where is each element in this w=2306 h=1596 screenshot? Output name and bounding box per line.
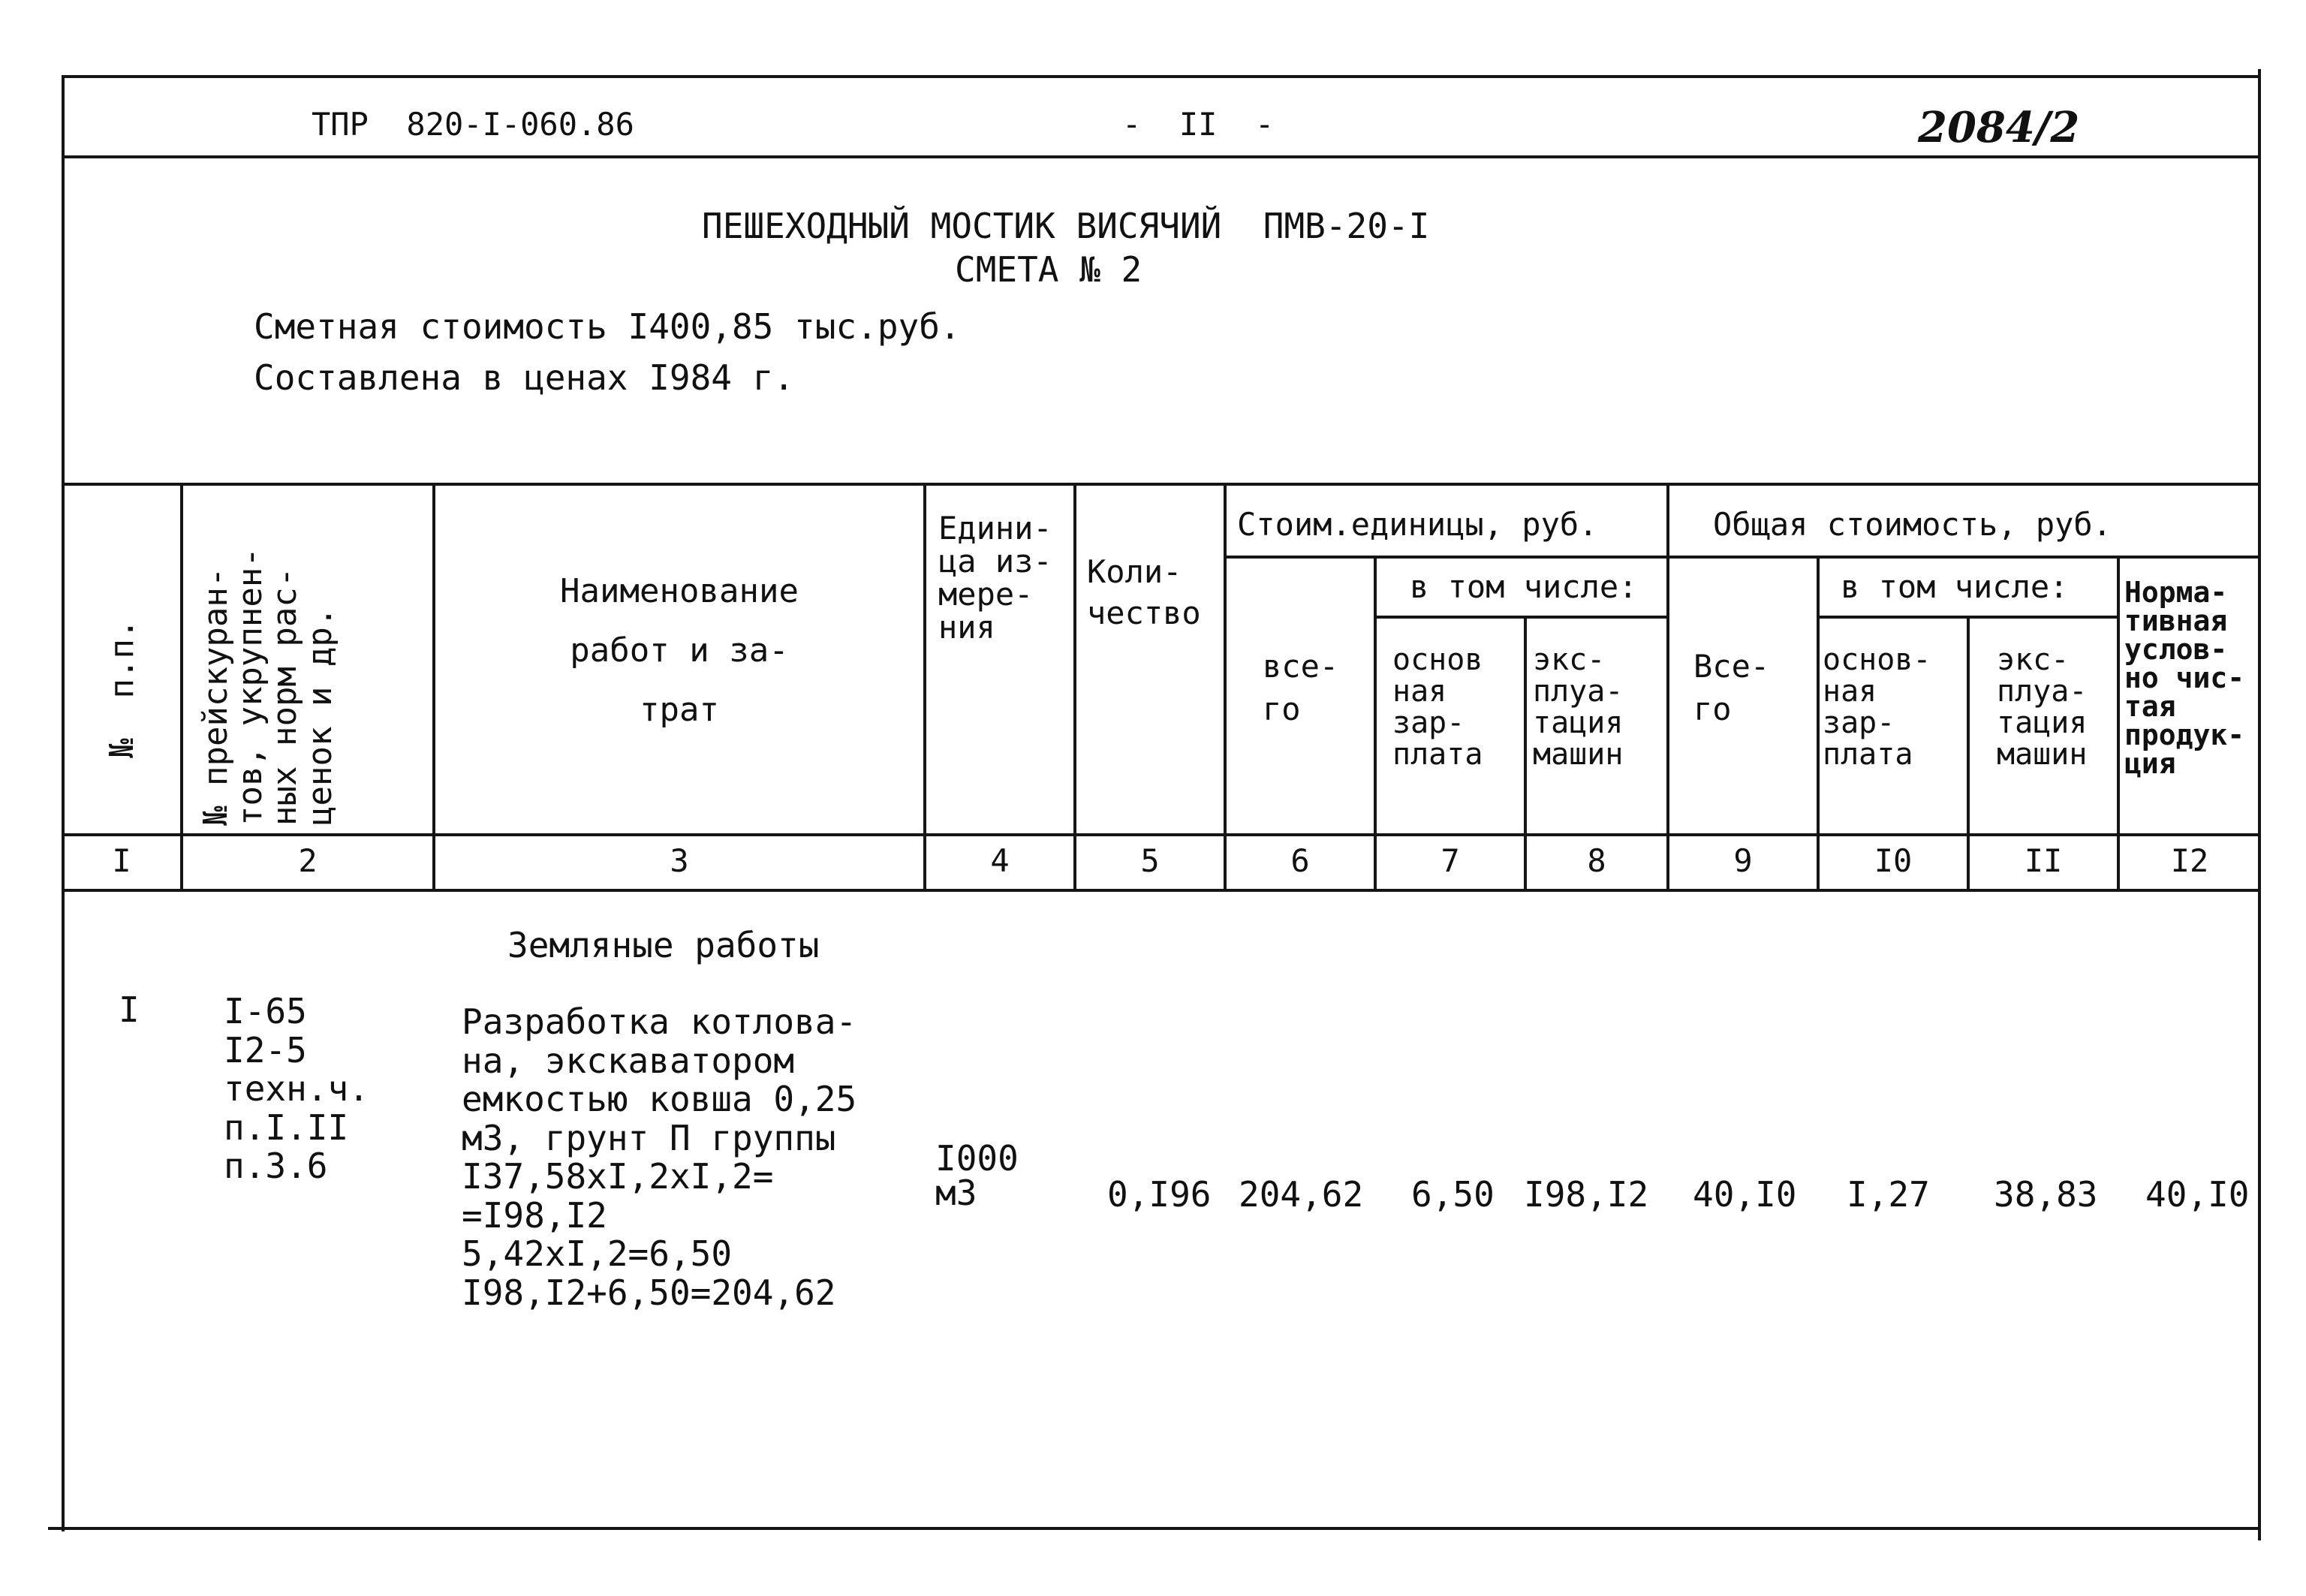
row-1-total-wage: I,27 [1847, 1174, 1930, 1215]
handwritten-number: 2084/2 [1918, 103, 2080, 152]
estimated-cost: Сметная стоимость I400,85 тыс.руб. [254, 306, 961, 347]
header-col-12: Норма- тивная услов- но чис- тая продук- ция [2124, 576, 2245, 780]
row-1-total-machines: 38,83 [1994, 1174, 2098, 1215]
col-number-3: 3 [670, 842, 689, 879]
header-col-2: № прейскуран- тов, укрупнен- ных норм рас- ценок и др. [197, 547, 339, 826]
row-1-quantity: 0,I96 [1107, 1174, 1212, 1215]
header-col-5: Коли- чество [1087, 553, 1201, 631]
header-col-3: Наименование работ и за- трат [560, 572, 799, 730]
col-number-9: 9 [1733, 842, 1753, 879]
title-line-2: СМЕТА № 2 [955, 249, 1142, 290]
row-1-total: 40,I0 [1693, 1174, 1797, 1215]
header-col-8: экс- плуа- тация машин [1533, 643, 1624, 772]
header-col-1: № п.п. [103, 619, 141, 758]
page-number: - II - [1122, 106, 1275, 143]
row-1-reference: I-65 I2-5 техн.ч. п.I.II п.3.6 [224, 991, 369, 1187]
doc-code: ТПР 820-I-060.86 [312, 106, 634, 143]
col-number-1: I [112, 842, 131, 879]
row-1-number: I [119, 989, 140, 1030]
header-col-4: Едини- ца из- мере- ния [938, 510, 1052, 646]
col-number-8: 8 [1587, 842, 1606, 879]
row-1-net-production: 40,I0 [2145, 1174, 2250, 1215]
header-unit-cost: Стоим.единицы, руб. [1237, 506, 1598, 543]
header-col-7: основ ная зар- плата [1392, 643, 1483, 772]
col-number-2: 2 [298, 842, 318, 879]
row-1-unit-machines: I98,I2 [1524, 1174, 1649, 1215]
row-1-work-name: Разработка котлова- на, экскаватором емкостью ковша 0,25 м3, грунт П группы I37,58хI,2хI,2= =I98,I2 5,42хI,2=6,50 I98,I2+6,50=204,62 [462, 1001, 857, 1313]
row-1-unit-wage: 6,50 [1411, 1174, 1495, 1215]
title-line-1: ПЕШЕХОДНЫЙ МОСТИК ВИСЯЧИЙ ПМВ-20-I [702, 206, 1430, 246]
row-1-unit-total: 204,62 [1239, 1174, 1364, 1215]
header-col-10: основ- ная зар- плата [1823, 643, 1931, 772]
col-number-6: 6 [1290, 842, 1310, 879]
col-number-4: 4 [990, 842, 1010, 879]
col-number-11: II [2024, 842, 2063, 879]
col-number-7: 7 [1440, 842, 1460, 879]
header-col-11: экс- плуа- тация машин [1997, 643, 2088, 772]
col-number-5: 5 [1140, 842, 1160, 879]
header-col-6: все- го [1263, 648, 1339, 727]
price-basis: Составлена в ценах I984 г. [254, 357, 795, 398]
header-in-that-1: в том числе: [1410, 568, 1638, 605]
col-number-12: I2 [2170, 842, 2209, 879]
header-col-9: Все- го [1693, 648, 1770, 727]
row-1-unit: I000 м3 [935, 1138, 1019, 1213]
header-total-cost: Общая стоимость, руб. [1713, 506, 2112, 543]
header-in-that-2: в том числе: [1841, 568, 2069, 605]
col-number-10: I0 [1874, 842, 1913, 879]
section-title: Земляные работы [507, 925, 820, 965]
